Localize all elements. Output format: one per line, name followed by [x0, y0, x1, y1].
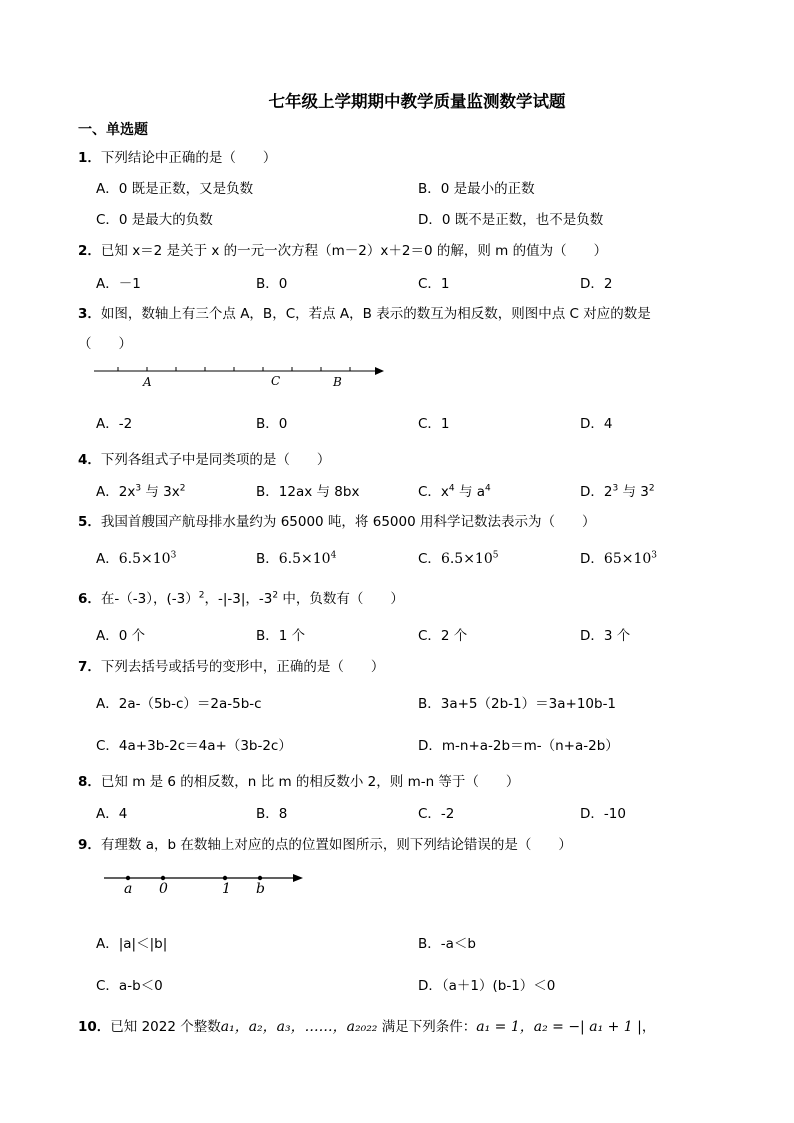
label-b: b: [256, 881, 265, 897]
point-label-c: C: [271, 374, 281, 388]
option-a: A．$2x^3$ 与 $3x^2$: [96, 483, 186, 500]
sequence-expression: a₁，a₂，a₃，……，a₂₀₂₂: [220, 1019, 378, 1035]
option-d: D．m-n+a-2b＝m-（n+a-2b）: [418, 738, 619, 754]
option-a: A．－1: [96, 276, 141, 292]
question-number: 4．: [78, 452, 101, 468]
option-d: D．3 个: [580, 628, 631, 644]
option-b: B．3a+5（2b-1）＝3a+10b-1: [418, 696, 617, 712]
number-line-figure: [90, 362, 390, 392]
question-9-stem: [78, 833, 572, 853]
label-a: a: [124, 881, 133, 897]
ticks: [118, 367, 350, 371]
point-label-a: A: [143, 375, 152, 389]
question-1-stem: [78, 146, 276, 166]
question-10-stem: 10．已知 2022 个整数a₁，a₂，a₃，……，a₂₀₂₂ 满足下列条件：a₁ = 1，a₂ = −| a₁ + 1 |，: [78, 1019, 656, 1035]
question-text: 下列去括号或括号的变形中，正确的是（ ）: [100, 659, 385, 675]
section-heading: 一、单选题: [78, 122, 148, 138]
question-text: 下列各组式子中是同类项的是（ ）: [100, 452, 331, 468]
question-text: 已知 m 是 6 的相反数，n 比 m 的相反数小 2，则 m-n 等于（ ）: [100, 774, 520, 790]
axis-arrow: [375, 367, 384, 375]
option-a: A．2a-（5b-c）＝2a-5b-c: [96, 696, 262, 712]
question-8-stem: [78, 770, 519, 790]
label-one: 1: [222, 881, 231, 897]
question-number: 10．: [78, 1019, 111, 1035]
option-b: B．8: [256, 806, 288, 822]
option-d: D．-10: [580, 806, 626, 822]
option-b: B．0: [256, 416, 288, 432]
question-number: 5．: [78, 514, 101, 530]
question-3-stem: [78, 302, 651, 322]
option-c: C．$x^4$ 与 $a^4$: [418, 483, 491, 500]
question-text: 有理数 a，b 在数轴上对应的点的位置如图所示，则下列结论错误的是（ ）: [100, 837, 572, 853]
page-title: 七年级上学期期中教学质量监测数学试题: [268, 92, 566, 111]
question-text: 如图，数轴上有三个点 A，B，C，若点 A，B 表示的数互为相反数，则图中点 C 对应的数是: [100, 306, 651, 322]
option-c: C．$6.5\times 10^5$: [418, 550, 499, 567]
option-c: C．0 是最大的负数: [96, 212, 213, 228]
option-b: B．0: [256, 276, 288, 292]
point-zero: [161, 876, 165, 880]
option-c: C．1: [418, 416, 450, 432]
option-a: A．4: [96, 806, 128, 822]
option-d: D．4: [580, 416, 613, 432]
option-a: A．|a|＜|b|: [96, 936, 168, 952]
option-b: B．0 是最小的正数: [418, 181, 535, 197]
question-number: 7．: [78, 659, 101, 675]
axis-arrow: [293, 874, 303, 882]
question-5-stem: [78, 510, 595, 530]
question-number: 9．: [78, 837, 101, 853]
option-d: D．$65\times 10^3$: [580, 550, 657, 567]
option-b: B．12ax 与 8bx: [256, 484, 360, 500]
question-3-stem-cont: （ ）: [78, 336, 132, 352]
question-2-stem: [78, 239, 607, 259]
question-number: 1．: [78, 150, 101, 166]
option-b: B．$6.5\times 10^4$: [256, 550, 337, 567]
question-7-stem: [78, 655, 384, 675]
point-b: [258, 876, 262, 880]
number-line-figure: [100, 870, 310, 900]
option-c: C．a-b＜0: [96, 978, 163, 994]
condition-expression: a₁ = 1，a₂ = −| a₁ + 1 |: [476, 1019, 642, 1035]
question-number: 6．: [78, 591, 101, 607]
point-label-b: B: [333, 375, 342, 389]
option-c: C．1: [418, 276, 450, 292]
option-d: D．0 既不是正数，也不是负数: [418, 212, 604, 228]
option-b: B．1 个: [256, 628, 306, 644]
question-number: 3．: [78, 306, 101, 322]
option-d: D．2: [580, 276, 613, 292]
option-b: B．-a＜b: [418, 936, 476, 952]
question-text: 下列结论中正确的是（ ）: [100, 150, 277, 166]
option-a: A．0 个: [96, 628, 146, 644]
option-c: C．-2: [418, 806, 455, 822]
point-a: [126, 876, 130, 880]
question-6-stem: 6．在-（-3），(-3）$^2$，-|-3|，$-3^2$ 中，负数有（ ）: [78, 590, 404, 607]
option-c: C．4a+3b-2c＝4a+（3b-2c）: [96, 738, 292, 754]
option-d: D．$2^3$ 与 $3^2$: [580, 483, 655, 500]
question-number: 8．: [78, 774, 101, 790]
option-a: A．-2: [96, 416, 133, 432]
option-d: D．（a＋1）(b-1）＜0: [418, 978, 556, 994]
question-number: 2．: [78, 243, 101, 259]
option-a: A．0 既是正数，又是负数: [96, 181, 254, 197]
point-one: [223, 876, 227, 880]
option-c: C．2 个: [418, 628, 468, 644]
label-zero: 0: [159, 881, 168, 897]
question-4-stem: [78, 448, 330, 468]
option-a: A．$6.5\times 10^3$: [96, 550, 177, 567]
question-text: 已知 x＝2 是关于 x 的一元一次方程（m－2）x＋2＝0 的解，则 m 的值为（ ）: [100, 243, 608, 259]
question-text: 我国首艘国产航母排水量约为 65000 吨，将 65000 用科学记数法表示为（ ）: [100, 514, 596, 530]
